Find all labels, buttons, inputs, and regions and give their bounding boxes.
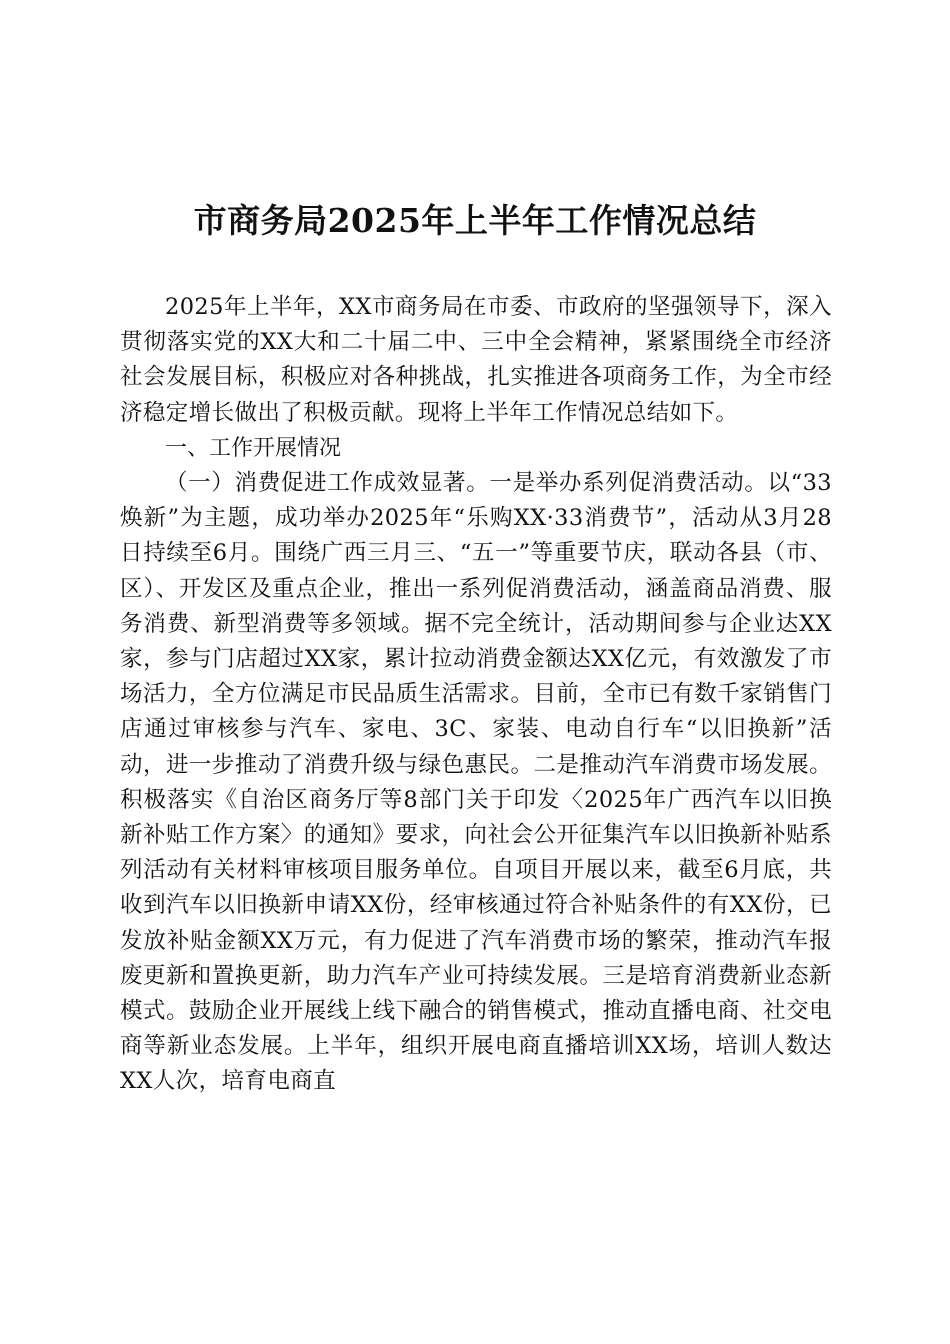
document-body	[120, 290, 832, 1100]
document-title: 市商务局2025年上半年工作情况总结	[193, 201, 757, 240]
section-heading: 一、工作开展情况	[165, 435, 342, 461]
intro-paragraph: 2025年上半年，XX市商务局在市委、市政府的坚强领导下，深入贯彻落实党的XX大和二十届二中、三中全会精神，紧紧围绕全市经济社会发展目标，积极应对各种挑战，扎实推进各项商务工作，为全市经济稳定增长做出了积极贡献。现将上半年工作情况总结如下。	[120, 294, 832, 426]
section-paragraph: （一）消费促进工作成效显著。一是举办系列促消费活动。以“33焕新”为主题，成功举办2025年“乐购XX·33消费节”，活动从3月28日持续至6月。围绕广西三月三、“五一”等重要节庆，联动各县（市、区）、开发区及重点企业，推出一系列促消费活动，涵盖商品消费、服务消费、新型消费等多领域。据不完全统计，活动期间参与企业达XX家，参与门店超过XX家，累计拉动消费金额达XX亿元，有效激发了市场活力，全方位满足市民品质生活需求。目前，全市已有数千家销售门店通过审核参与汽车、家电、3C、家装、电动自行车“以旧换新”活动，进一步推动了消费升级与绿色惠民。二是推动汽车消费市场发展。积极落实《自治区商务厅等8部门关于印发〈2025年广西汽车以旧换新补贴工作方案〉的通知》要求，向社会公开征集汽车以旧换新补贴系列活动有关材料审核项目服务单位。自项目开展以来，截至6月底，共收到汽车以旧换新申请XX份，经审核通过符合补贴条件的有XX份，已发放补贴金额XX万元，有力促进了汽车消费市场的繁荣，推动汽车报废更新和置换更新，助力汽车产业可持续发展。三是培育消费新业态新模式。鼓励企业开展线上线下融合的销售模式，推动直播电商、社交电商等新业态发展。上半年，组织开展电商直播培训XX场，培训人数达XX人次，培育电商直	[120, 470, 832, 1095]
